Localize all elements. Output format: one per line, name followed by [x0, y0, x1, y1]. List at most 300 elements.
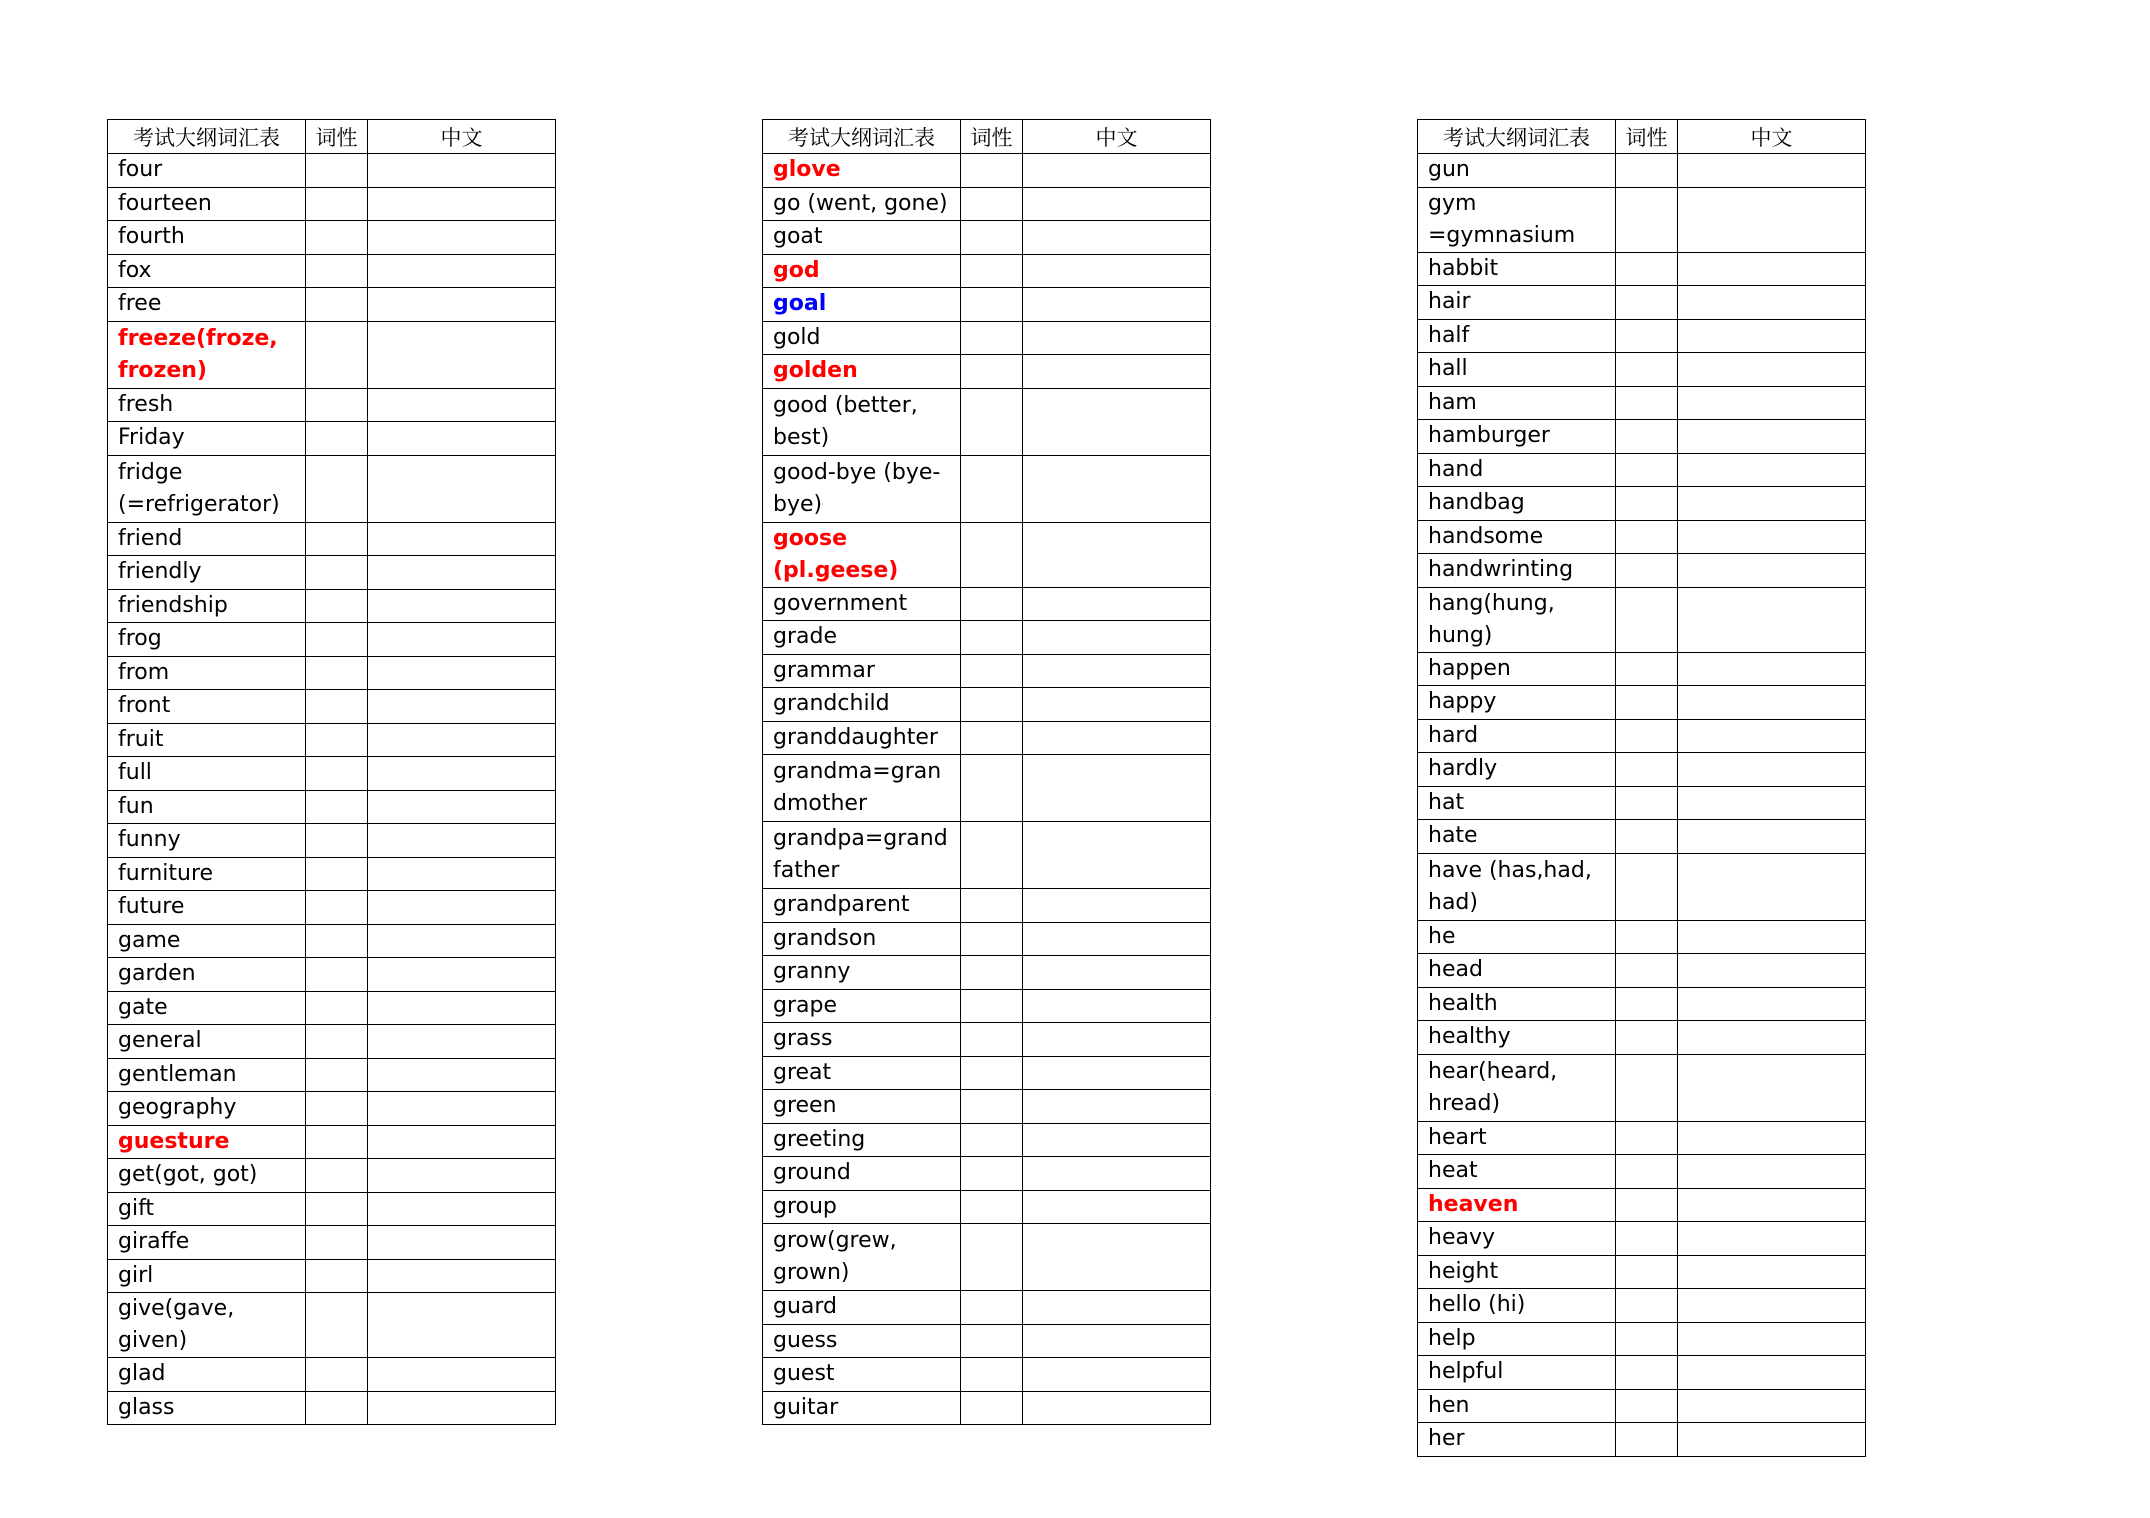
pos-cell — [1616, 753, 1678, 787]
pos-cell — [306, 623, 368, 657]
vocab-word: general — [108, 1025, 306, 1059]
pos-cell — [961, 922, 1023, 956]
chinese-cell — [368, 589, 556, 623]
chinese-cell — [1678, 987, 1866, 1021]
table-row — [1418, 1423, 1866, 1457]
chinese-cell — [1023, 1023, 1211, 1057]
vocab-word: happen — [1418, 652, 1616, 686]
pos-cell — [961, 688, 1023, 722]
table-row — [763, 1023, 1211, 1057]
vocab-word: help — [1418, 1322, 1616, 1356]
pos-cell — [306, 1293, 368, 1358]
table-row — [763, 388, 1211, 455]
pos-cell — [306, 1192, 368, 1226]
pos-cell — [306, 422, 368, 456]
chinese-cell — [1023, 1190, 1211, 1224]
pos-column-header: 词性 — [961, 120, 1023, 154]
chinese-cell — [1023, 1224, 1211, 1291]
table-row — [1418, 487, 1866, 521]
vocab-word: glove — [763, 154, 961, 188]
pos-cell — [1616, 1188, 1678, 1222]
table-row — [1418, 719, 1866, 753]
pos-cell — [1616, 1121, 1678, 1155]
chinese-cell — [1023, 154, 1211, 188]
pos-cell — [961, 721, 1023, 755]
vocab-word: ham — [1418, 386, 1616, 420]
table-row — [763, 187, 1211, 221]
vocab-word: friend — [108, 522, 306, 556]
chinese-cell — [368, 187, 556, 221]
pos-cell — [1616, 652, 1678, 686]
table-row — [763, 1190, 1211, 1224]
chinese-cell — [368, 522, 556, 556]
chinese-cell — [1023, 321, 1211, 355]
pos-cell — [306, 790, 368, 824]
vocab-word: happy — [1418, 686, 1616, 720]
vocab-word: ground — [763, 1157, 961, 1191]
table-row — [1418, 386, 1866, 420]
pos-cell — [1616, 1255, 1678, 1289]
vocab-word: hard — [1418, 719, 1616, 753]
vocab-word: frog — [108, 623, 306, 657]
vocab-word: greeting — [763, 1123, 961, 1157]
word-column-header: 考试大纲词汇表 — [763, 120, 961, 154]
vocab-word: future — [108, 891, 306, 925]
table-row — [1418, 652, 1866, 686]
pos-cell — [961, 522, 1023, 587]
pos-cell — [961, 187, 1023, 221]
chinese-cell — [368, 221, 556, 255]
pos-cell — [306, 187, 368, 221]
table-row — [108, 1259, 556, 1293]
vocab-word: grandpa=grandfather — [763, 822, 961, 889]
pos-cell — [306, 1391, 368, 1425]
pos-cell — [1616, 987, 1678, 1021]
pos-cell — [1616, 286, 1678, 320]
vocab-word: game — [108, 924, 306, 958]
pos-cell — [1616, 353, 1678, 387]
table-row — [1418, 420, 1866, 454]
chinese-cell — [1678, 853, 1866, 920]
chinese-cell — [368, 556, 556, 590]
vocab-word: guesture — [108, 1125, 306, 1159]
pos-cell — [961, 288, 1023, 322]
table-row — [1418, 987, 1866, 1021]
vocab-word: hello (hi) — [1418, 1289, 1616, 1323]
chinese-cell — [368, 790, 556, 824]
pos-cell — [1616, 853, 1678, 920]
pos-cell — [1616, 1155, 1678, 1189]
pos-cell — [961, 654, 1023, 688]
chinese-cell — [368, 154, 556, 188]
pos-cell — [1616, 1322, 1678, 1356]
chinese-cell — [1023, 187, 1211, 221]
table-row — [1418, 154, 1866, 188]
pos-cell — [961, 755, 1023, 822]
table-row — [1418, 753, 1866, 787]
chinese-cell — [368, 1358, 556, 1392]
vocab-word: heavy — [1418, 1222, 1616, 1256]
table-row — [108, 656, 556, 690]
pos-cell — [306, 221, 368, 255]
pos-cell — [1616, 686, 1678, 720]
chinese-cell — [1678, 453, 1866, 487]
table-row — [108, 221, 556, 255]
chinese-cell — [1023, 388, 1211, 455]
chinese-cell — [1678, 686, 1866, 720]
chinese-cell — [368, 1058, 556, 1092]
vocab-word: giraffe — [108, 1226, 306, 1260]
vocab-word: heat — [1418, 1155, 1616, 1189]
cn-column-header: 中文 — [368, 120, 556, 154]
vocab-word: guest — [763, 1358, 961, 1392]
vocab-word: fresh — [108, 388, 306, 422]
pos-cell — [1616, 1222, 1678, 1256]
pos-cell — [306, 824, 368, 858]
table-row — [763, 1090, 1211, 1124]
vocab-word: guard — [763, 1291, 961, 1325]
vocab-word: from — [108, 656, 306, 690]
table-row — [108, 522, 556, 556]
pos-cell — [961, 822, 1023, 889]
vocab-word: four — [108, 154, 306, 188]
pos-cell — [961, 1056, 1023, 1090]
table-row — [763, 254, 1211, 288]
pos-cell — [1616, 453, 1678, 487]
pos-cell — [1616, 920, 1678, 954]
table-row — [763, 154, 1211, 188]
vocab-word: habbit — [1418, 252, 1616, 286]
table-row — [763, 956, 1211, 990]
chinese-cell — [1678, 487, 1866, 521]
vocab-word: group — [763, 1190, 961, 1224]
vocab-word: great — [763, 1056, 961, 1090]
pos-cell — [1616, 487, 1678, 521]
table-row — [1418, 520, 1866, 554]
pos-cell — [1616, 420, 1678, 454]
table-row — [108, 1025, 556, 1059]
table-row — [108, 1058, 556, 1092]
vocab-word: grade — [763, 621, 961, 655]
chinese-cell — [368, 857, 556, 891]
pos-column-header: 词性 — [306, 120, 368, 154]
chinese-cell — [1678, 719, 1866, 753]
table-row — [1418, 1222, 1866, 1256]
chinese-cell — [368, 1192, 556, 1226]
chinese-cell — [1678, 520, 1866, 554]
vocab-word: guitar — [763, 1391, 961, 1425]
chinese-cell — [1023, 956, 1211, 990]
table-row — [763, 1123, 1211, 1157]
chinese-cell — [368, 991, 556, 1025]
vocab-word: garden — [108, 958, 306, 992]
table-row — [108, 556, 556, 590]
chinese-cell — [368, 1025, 556, 1059]
table-row — [1418, 1389, 1866, 1423]
vocab-table-3 — [1417, 119, 1866, 1457]
table-row — [108, 757, 556, 791]
vocab-word: hate — [1418, 820, 1616, 854]
chinese-cell — [368, 1092, 556, 1126]
pos-cell — [1616, 1356, 1678, 1390]
chinese-cell — [368, 958, 556, 992]
table-row — [763, 688, 1211, 722]
pos-cell — [306, 723, 368, 757]
chinese-cell — [1678, 1188, 1866, 1222]
vocab-word: hardly — [1418, 753, 1616, 787]
pos-cell — [1616, 1054, 1678, 1121]
chinese-cell — [1023, 455, 1211, 522]
table-row — [763, 1358, 1211, 1392]
chinese-cell — [1678, 386, 1866, 420]
vocab-word: gate — [108, 991, 306, 1025]
pos-cell — [306, 1125, 368, 1159]
vocab-word: granny — [763, 956, 961, 990]
vocab-word: have (has,had, had) — [1418, 853, 1616, 920]
table-row — [108, 254, 556, 288]
table-row — [108, 623, 556, 657]
chinese-cell — [1678, 1289, 1866, 1323]
table-row — [108, 288, 556, 322]
chinese-cell — [1678, 820, 1866, 854]
vocab-word: handbag — [1418, 487, 1616, 521]
chinese-cell — [1023, 755, 1211, 822]
table-row — [1418, 587, 1866, 652]
vocab-word: goose (pl.geese) — [763, 522, 961, 587]
chinese-cell — [368, 690, 556, 724]
table-row — [763, 755, 1211, 822]
chinese-cell — [1678, 286, 1866, 320]
pos-cell — [1616, 587, 1678, 652]
pos-column-header: 词性 — [1616, 120, 1678, 154]
vocab-word: grandparent — [763, 889, 961, 923]
pos-cell — [1616, 554, 1678, 588]
table-row — [763, 889, 1211, 923]
chinese-cell — [1023, 621, 1211, 655]
vocab-word: grandchild — [763, 688, 961, 722]
vocab-word: fridge (=refrigerator) — [108, 455, 306, 522]
chinese-cell — [1023, 1157, 1211, 1191]
chinese-cell — [1023, 221, 1211, 255]
table-row — [1418, 954, 1866, 988]
chinese-cell — [1023, 587, 1211, 621]
chinese-cell — [1678, 1155, 1866, 1189]
table-row — [1418, 453, 1866, 487]
table-row — [763, 355, 1211, 389]
chinese-cell — [1678, 920, 1866, 954]
pos-cell — [306, 656, 368, 690]
chinese-cell — [1023, 1358, 1211, 1392]
table-row — [108, 589, 556, 623]
pos-cell — [961, 587, 1023, 621]
pos-cell — [306, 388, 368, 422]
chinese-cell — [1023, 1324, 1211, 1358]
vocab-word: get(got, got) — [108, 1159, 306, 1193]
chinese-cell — [1678, 954, 1866, 988]
chinese-cell — [1678, 1389, 1866, 1423]
pos-cell — [961, 1190, 1023, 1224]
pos-cell — [961, 889, 1023, 923]
table-row — [1418, 1155, 1866, 1189]
vocab-word: fourteen — [108, 187, 306, 221]
vocab-word: height — [1418, 1255, 1616, 1289]
vocab-word: hall — [1418, 353, 1616, 387]
table-row — [108, 187, 556, 221]
pos-cell — [961, 1157, 1023, 1191]
table-row — [108, 824, 556, 858]
pos-cell — [306, 757, 368, 791]
chinese-cell — [368, 757, 556, 791]
table-row — [1418, 252, 1866, 286]
vocab-word: glad — [108, 1358, 306, 1392]
table-row — [108, 991, 556, 1025]
chinese-cell — [368, 1125, 556, 1159]
table-row — [763, 1157, 1211, 1191]
table-row — [1418, 1121, 1866, 1155]
table-row — [108, 1226, 556, 1260]
header-row — [763, 120, 1211, 154]
vocab-word: furniture — [108, 857, 306, 891]
chinese-cell — [368, 1391, 556, 1425]
table-row — [108, 690, 556, 724]
pos-cell — [306, 1358, 368, 1392]
pos-cell — [306, 991, 368, 1025]
vocab-word: good-bye (bye-bye) — [763, 455, 961, 522]
chinese-cell — [1678, 1322, 1866, 1356]
chinese-cell — [1023, 721, 1211, 755]
pos-cell — [961, 1123, 1023, 1157]
pos-cell — [1616, 252, 1678, 286]
table-row — [1418, 554, 1866, 588]
chinese-cell — [368, 1259, 556, 1293]
vocab-word: hang(hung, hung) — [1418, 587, 1616, 652]
table-row — [1418, 1289, 1866, 1323]
pos-cell — [961, 989, 1023, 1023]
chinese-cell — [368, 321, 556, 388]
chinese-cell — [1023, 355, 1211, 389]
pos-cell — [961, 154, 1023, 188]
pos-cell — [306, 1025, 368, 1059]
chinese-cell — [1678, 187, 1866, 252]
pos-cell — [306, 1159, 368, 1193]
table-row — [108, 321, 556, 388]
chinese-cell — [1678, 753, 1866, 787]
vocab-word: grow(grew, grown) — [763, 1224, 961, 1291]
pos-cell — [306, 455, 368, 522]
chinese-cell — [368, 723, 556, 757]
vocab-word: free — [108, 288, 306, 322]
chinese-cell — [1023, 922, 1211, 956]
vocab-word: government — [763, 587, 961, 621]
vocab-word: hair — [1418, 286, 1616, 320]
vocab-word: healthy — [1418, 1021, 1616, 1055]
vocab-word: golden — [763, 355, 961, 389]
chinese-cell — [1678, 1222, 1866, 1256]
table-row — [763, 654, 1211, 688]
table-row — [1418, 1021, 1866, 1055]
table-row — [108, 422, 556, 456]
pos-cell — [1616, 820, 1678, 854]
pos-cell — [306, 556, 368, 590]
pos-cell — [306, 891, 368, 925]
pos-cell — [961, 1090, 1023, 1124]
vocab-word: green — [763, 1090, 961, 1124]
table-row — [763, 922, 1211, 956]
pos-cell — [961, 321, 1023, 355]
table-row — [1418, 820, 1866, 854]
vocab-word: hear(heard, hread) — [1418, 1054, 1616, 1121]
table-row — [1418, 1255, 1866, 1289]
chinese-cell — [1678, 353, 1866, 387]
table-row — [763, 1324, 1211, 1358]
vocab-word: gold — [763, 321, 961, 355]
pos-cell — [961, 1324, 1023, 1358]
table-row — [763, 621, 1211, 655]
table-row — [108, 1293, 556, 1358]
chinese-cell — [368, 455, 556, 522]
chinese-cell — [1023, 688, 1211, 722]
table-row — [1418, 853, 1866, 920]
chinese-cell — [368, 1159, 556, 1193]
vocab-word: freeze(froze, frozen) — [108, 321, 306, 388]
pos-cell — [961, 1391, 1023, 1425]
vocab-word: guess — [763, 1324, 961, 1358]
chinese-cell — [368, 924, 556, 958]
vocab-word: girl — [108, 1259, 306, 1293]
chinese-cell — [1678, 1255, 1866, 1289]
pos-cell — [306, 1092, 368, 1126]
pos-cell — [1616, 154, 1678, 188]
pos-cell — [1616, 1423, 1678, 1457]
pos-cell — [306, 1226, 368, 1260]
vocab-word: gun — [1418, 154, 1616, 188]
pos-cell — [1616, 319, 1678, 353]
pos-cell — [961, 621, 1023, 655]
table-row — [1418, 1356, 1866, 1390]
table-row — [763, 221, 1211, 255]
pos-cell — [961, 388, 1023, 455]
vocab-word: grandson — [763, 922, 961, 956]
chinese-cell — [1023, 1123, 1211, 1157]
pos-cell — [961, 1224, 1023, 1291]
table-row — [1418, 1054, 1866, 1121]
table-row — [1418, 1322, 1866, 1356]
table-row — [108, 1358, 556, 1392]
table-row — [108, 1125, 556, 1159]
table-row — [1418, 319, 1866, 353]
table-row — [1418, 187, 1866, 252]
table-row — [763, 1056, 1211, 1090]
vocab-word: grammar — [763, 654, 961, 688]
chinese-cell — [368, 891, 556, 925]
pos-cell — [1616, 386, 1678, 420]
vocab-word: friendship — [108, 589, 306, 623]
vocab-word: goat — [763, 221, 961, 255]
table-row — [108, 958, 556, 992]
vocab-word: hand — [1418, 453, 1616, 487]
pos-cell — [306, 958, 368, 992]
vocab-word: geography — [108, 1092, 306, 1126]
table-row — [108, 1192, 556, 1226]
chinese-cell — [1023, 654, 1211, 688]
vocab-word: half — [1418, 319, 1616, 353]
table-row — [108, 790, 556, 824]
chinese-cell — [368, 254, 556, 288]
word-column-header: 考试大纲词汇表 — [108, 120, 306, 154]
vocab-word: fun — [108, 790, 306, 824]
pos-cell — [306, 288, 368, 322]
table-row — [1418, 786, 1866, 820]
